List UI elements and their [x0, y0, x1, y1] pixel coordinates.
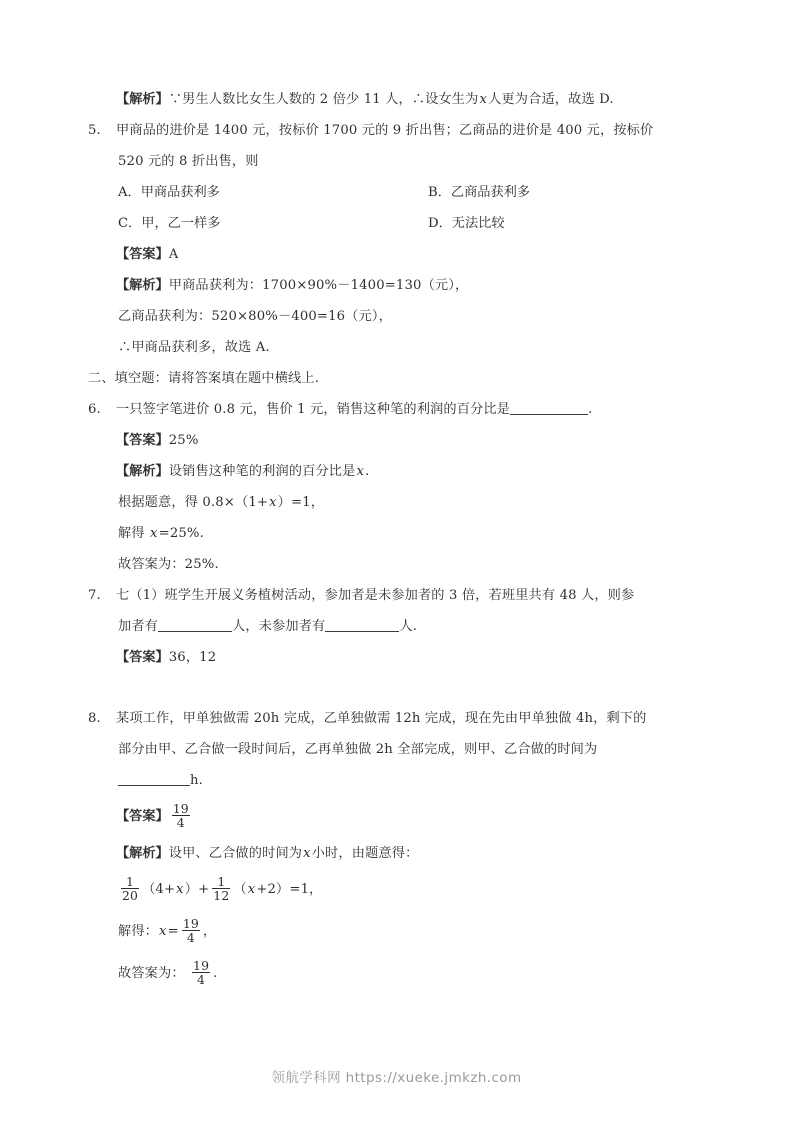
q6-analysis-suffix-2: ）=1， [277, 495, 325, 510]
answer-tag: 【答案】 [116, 650, 169, 665]
q6-stem-suffix: . [588, 402, 593, 417]
q6-analysis-var-2: x [269, 495, 277, 510]
fraction-numerator: 19 [193, 957, 210, 973]
q5-choice-a[interactable] [118, 177, 428, 208]
footer-watermark-text: 领航学科网 https://xueke.jmkzh.com [271, 1070, 522, 1086]
q5-stem-text-2: 520 元的 8 折出售，则 [118, 154, 259, 169]
q8-final-line [118, 953, 708, 995]
q5-choice-b-key: B． [428, 185, 451, 200]
q6-stem-line [88, 394, 708, 425]
q8-equation-fraction-1 [120, 875, 140, 902]
q5-choice-c[interactable] [118, 208, 428, 239]
q5-choice-a-key: A． [118, 185, 141, 200]
q8-number: 8. [88, 711, 101, 726]
analysis-tag: 【解析】 [116, 464, 169, 479]
q8-final-prefix: 故答案为： [118, 966, 185, 981]
q4-analysis-line [116, 84, 708, 115]
q8-analysis-intro-var: x [303, 846, 311, 861]
q5-analysis-text-3: ∴甲商品获利多，故选 A. [118, 340, 270, 355]
q5-analysis-text-1: 甲商品获利为：1700×90%－1400=130（元）， [168, 278, 469, 293]
q7-answer-value: 36，12 [168, 650, 217, 665]
q5-choice-b-text: 乙商品获利多 [450, 185, 531, 200]
q7-stem-line-2 [118, 611, 708, 642]
section-2-heading-text: 二、填空题：请将答案填在题中横线上. [88, 371, 320, 386]
footer-watermark [0, 1066, 793, 1086]
q5-analysis-text-2: 乙商品获利为：520×80%－400=16（元）， [118, 309, 392, 324]
answer-tag: 【答案】 [116, 433, 169, 448]
q8-answer-fraction [171, 802, 191, 829]
section-spacer [88, 673, 708, 703]
q5-choice-a-text: 甲商品获利多 [140, 185, 220, 200]
q5-analysis-line-2 [118, 301, 708, 332]
q6-analysis-text-4: 故答案为：25%. [118, 557, 219, 572]
section-2-heading [88, 363, 708, 394]
q5-choice-d[interactable] [428, 208, 505, 239]
q8-equation-var-1: x [176, 882, 184, 897]
fraction-denominator: 12 [213, 888, 230, 903]
q5-choice-d-key: D． [428, 216, 452, 231]
q8-solve-equals: = [167, 924, 179, 939]
q6-number: 6. [88, 402, 101, 417]
q5-analysis-line-1 [116, 270, 708, 301]
answer-tag: 【答案】 [116, 247, 169, 262]
q6-analysis-line-3 [118, 518, 708, 549]
fraction-numerator: 1 [126, 873, 135, 889]
analysis-tag: 【解析】 [116, 92, 169, 107]
q5-choice-c-text: 甲，乙一样多 [141, 216, 221, 231]
q6-stem-text: 一只签字笔进价 0.8 元，售价 1 元，销售这种笔的利润的百分比是 [116, 402, 511, 417]
q7-stem-line-1 [88, 580, 708, 611]
q5-answer-line [116, 239, 708, 270]
q8-equation-mid-3: （ [233, 882, 247, 897]
fraction-denominator: 4 [186, 930, 195, 945]
q5-stem-line-1 [88, 115, 708, 146]
q6-analysis-text-2: 根据题意，得 0.8×（1+ [118, 495, 269, 510]
analysis-tag: 【解析】 [116, 846, 169, 861]
q5-stem-text-1: 甲商品的进价是 1400 元，按标价 1700 元的 9 折出售；乙商品的进价是 400 元，按标价 [116, 123, 654, 138]
q8-analysis-intro-text: 设甲、乙合做的时间为 [168, 846, 303, 861]
fraction-numerator: 19 [172, 800, 189, 816]
q6-answer-value: 25% [168, 433, 199, 448]
q8-stem-suffix: h. [190, 773, 203, 788]
q8-stem-line-1 [88, 703, 708, 734]
q6-analysis-line-2 [118, 487, 708, 518]
q6-answer-line [116, 425, 708, 456]
fraction-denominator: 20 [122, 888, 139, 903]
q6-answer-blank[interactable] [510, 401, 588, 415]
q8-final-suffix: . [213, 966, 218, 981]
q5-stem-line-2 [118, 146, 708, 177]
q8-stem-text-1: 某项工作，甲单独做需 20h 完成，乙单独做需 12h 完成，现在先由甲单独做 4h，剩下的 [116, 711, 647, 726]
fraction-denominator: 4 [197, 972, 206, 987]
q6-analysis-var-1: x [356, 464, 365, 479]
q8-equation-var-2: x [247, 882, 256, 897]
q5-number: 5. [88, 123, 101, 138]
q7-stem-text-1: 七（1）班学生开展义务植树活动，参加者是未参加者的 3 倍，若班里共有 48 人，则参 [116, 588, 635, 603]
q8-equation-mid-1: （4+ [142, 882, 176, 897]
q7-stem-text-2a: 加者有 [118, 619, 159, 634]
q8-equation-mid-4: +2）=1， [256, 882, 323, 897]
q8-equation-mid-2: ）+ [184, 882, 210, 897]
q8-analysis-intro-suffix: 小时，由题意得： [311, 846, 419, 861]
q5-choice-row-2 [118, 208, 708, 239]
fraction-numerator: 19 [182, 915, 199, 931]
q5-answer-value: A [168, 247, 179, 262]
q7-answer-blank-2[interactable] [325, 618, 399, 632]
analysis-tag: 【解析】 [116, 278, 169, 293]
q6-analysis-line-1 [116, 456, 708, 487]
q5-choice-row-1 [118, 177, 708, 208]
q4-analysis-text-2: 人更为合适，故选 D. [488, 92, 614, 107]
q8-stem-text-2: 部分由甲、乙合做一段时间后，乙再单独做 2h 全部完成，则甲、乙合做的时间为 [118, 742, 598, 757]
q8-answer-blank[interactable] [118, 772, 190, 786]
q8-solve-fraction [181, 917, 201, 944]
q8-analysis-intro [116, 838, 708, 869]
q6-analysis-suffix-3: =25%. [158, 526, 204, 541]
q7-answer-blank-1[interactable] [158, 618, 232, 632]
q8-stem-line-2 [118, 734, 708, 765]
q6-analysis-line-4 [118, 549, 708, 580]
q7-stem-text-2b: 人，未参加者有 [232, 619, 326, 634]
q5-analysis-line-3 [118, 332, 708, 363]
q8-equation-fraction-2 [211, 875, 231, 902]
q6-analysis-var-3: x [150, 526, 158, 541]
q7-number: 7. [88, 588, 101, 603]
q8-solve-prefix: 解得： [118, 924, 159, 939]
q7-stem-text-2c: 人. [399, 619, 418, 634]
document-content [88, 84, 708, 995]
fraction-numerator: 1 [217, 873, 226, 889]
q5-choice-d-text: 无法比较 [451, 216, 505, 231]
q8-answer-line [116, 796, 708, 838]
q6-analysis-text-3: 解得 [118, 526, 145, 541]
q8-stem-line-3 [118, 765, 708, 796]
answer-tag: 【答案】 [116, 809, 169, 824]
q4-analysis-variable: x [479, 92, 488, 107]
q5-choice-c-key: C． [118, 216, 142, 231]
q8-solve-suffix: ， [202, 924, 217, 939]
q4-analysis-text: ∵男生人数比女生人数的 2 倍少 11 人，∴设女生为 [168, 92, 479, 107]
q8-solve-var: x [159, 924, 167, 939]
q8-equation-line [118, 869, 708, 911]
q8-final-fraction [191, 959, 211, 986]
q8-solve-line [118, 911, 708, 953]
q6-analysis-suffix-1: . [365, 464, 370, 479]
fraction-denominator: 4 [176, 815, 185, 830]
q6-analysis-text-1: 设销售这种笔的利润的百分比是 [168, 464, 356, 479]
q7-answer-line [116, 642, 708, 673]
q5-choice-b[interactable] [428, 177, 530, 208]
